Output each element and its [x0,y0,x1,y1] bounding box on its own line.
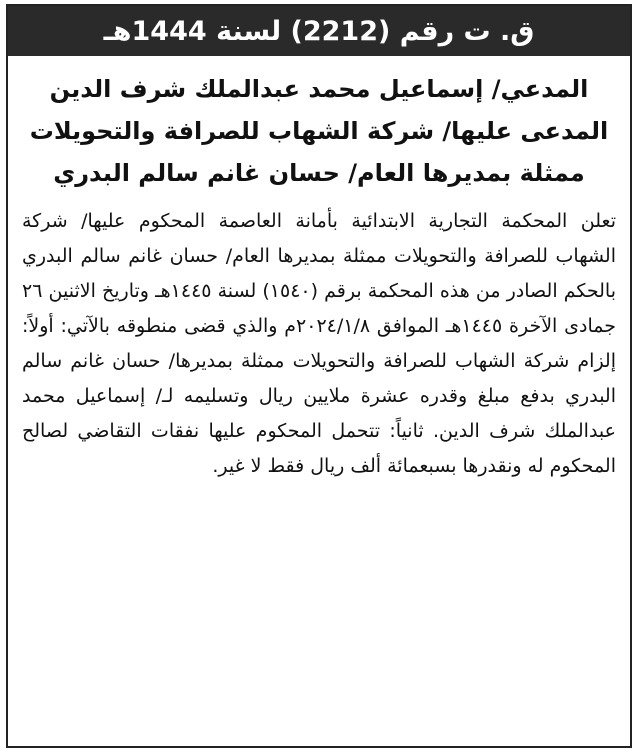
defendant-line: المدعى عليها/ شركة الشهاب للصرافة والتحويلات [29,117,609,145]
case-number-header: ق. ت رقم (2212) لسنة 1444هـ [8,6,630,56]
judgment-text: تعلن المحكمة التجارية الابتدائية بأمانة العاصمة المحكوم عليها/ شركة الشهاب للصرافة والتحويلات ممثلة بمديرها العام/ حسان غانم سالم البدري بالحكم الصادر من هذه المحكمة برقم (١٥٤٠) لسنة ١٤٤٥هـ وتاريخ الاثنين ٢٦ جمادى الآخرة ١٤٤٥هـ الموافق ٢٠٢٤/١/٨م والذي قضى منطوقه بالآتي: أولاً: إلزام شركة الشهاب للصرافة والتحويلات ممثلة بمديرها/ حسان غانم سالم البدري بدفع مبلغ وقدره عشرة ملايين ريال وتسليمه لـ/ إسماعيل محمد عبدالملك شرف الدين. ثانياً: تتحمل المحكوم عليها نفقات التقاضي لصالح المحكوم له ونقدرها بسبعمائة ألف ريال فقط لا غير. [22,210,616,477]
representative-line: ممثلة بمديرها العام/ حسان غانم سالم البدري [53,159,585,187]
court-notice [6,4,632,748]
plaintiff-line: المدعي/ إسماعيل محمد عبدالملك شرف الدين [49,75,589,103]
notice-body [8,200,630,484]
parties-section [8,56,630,200]
